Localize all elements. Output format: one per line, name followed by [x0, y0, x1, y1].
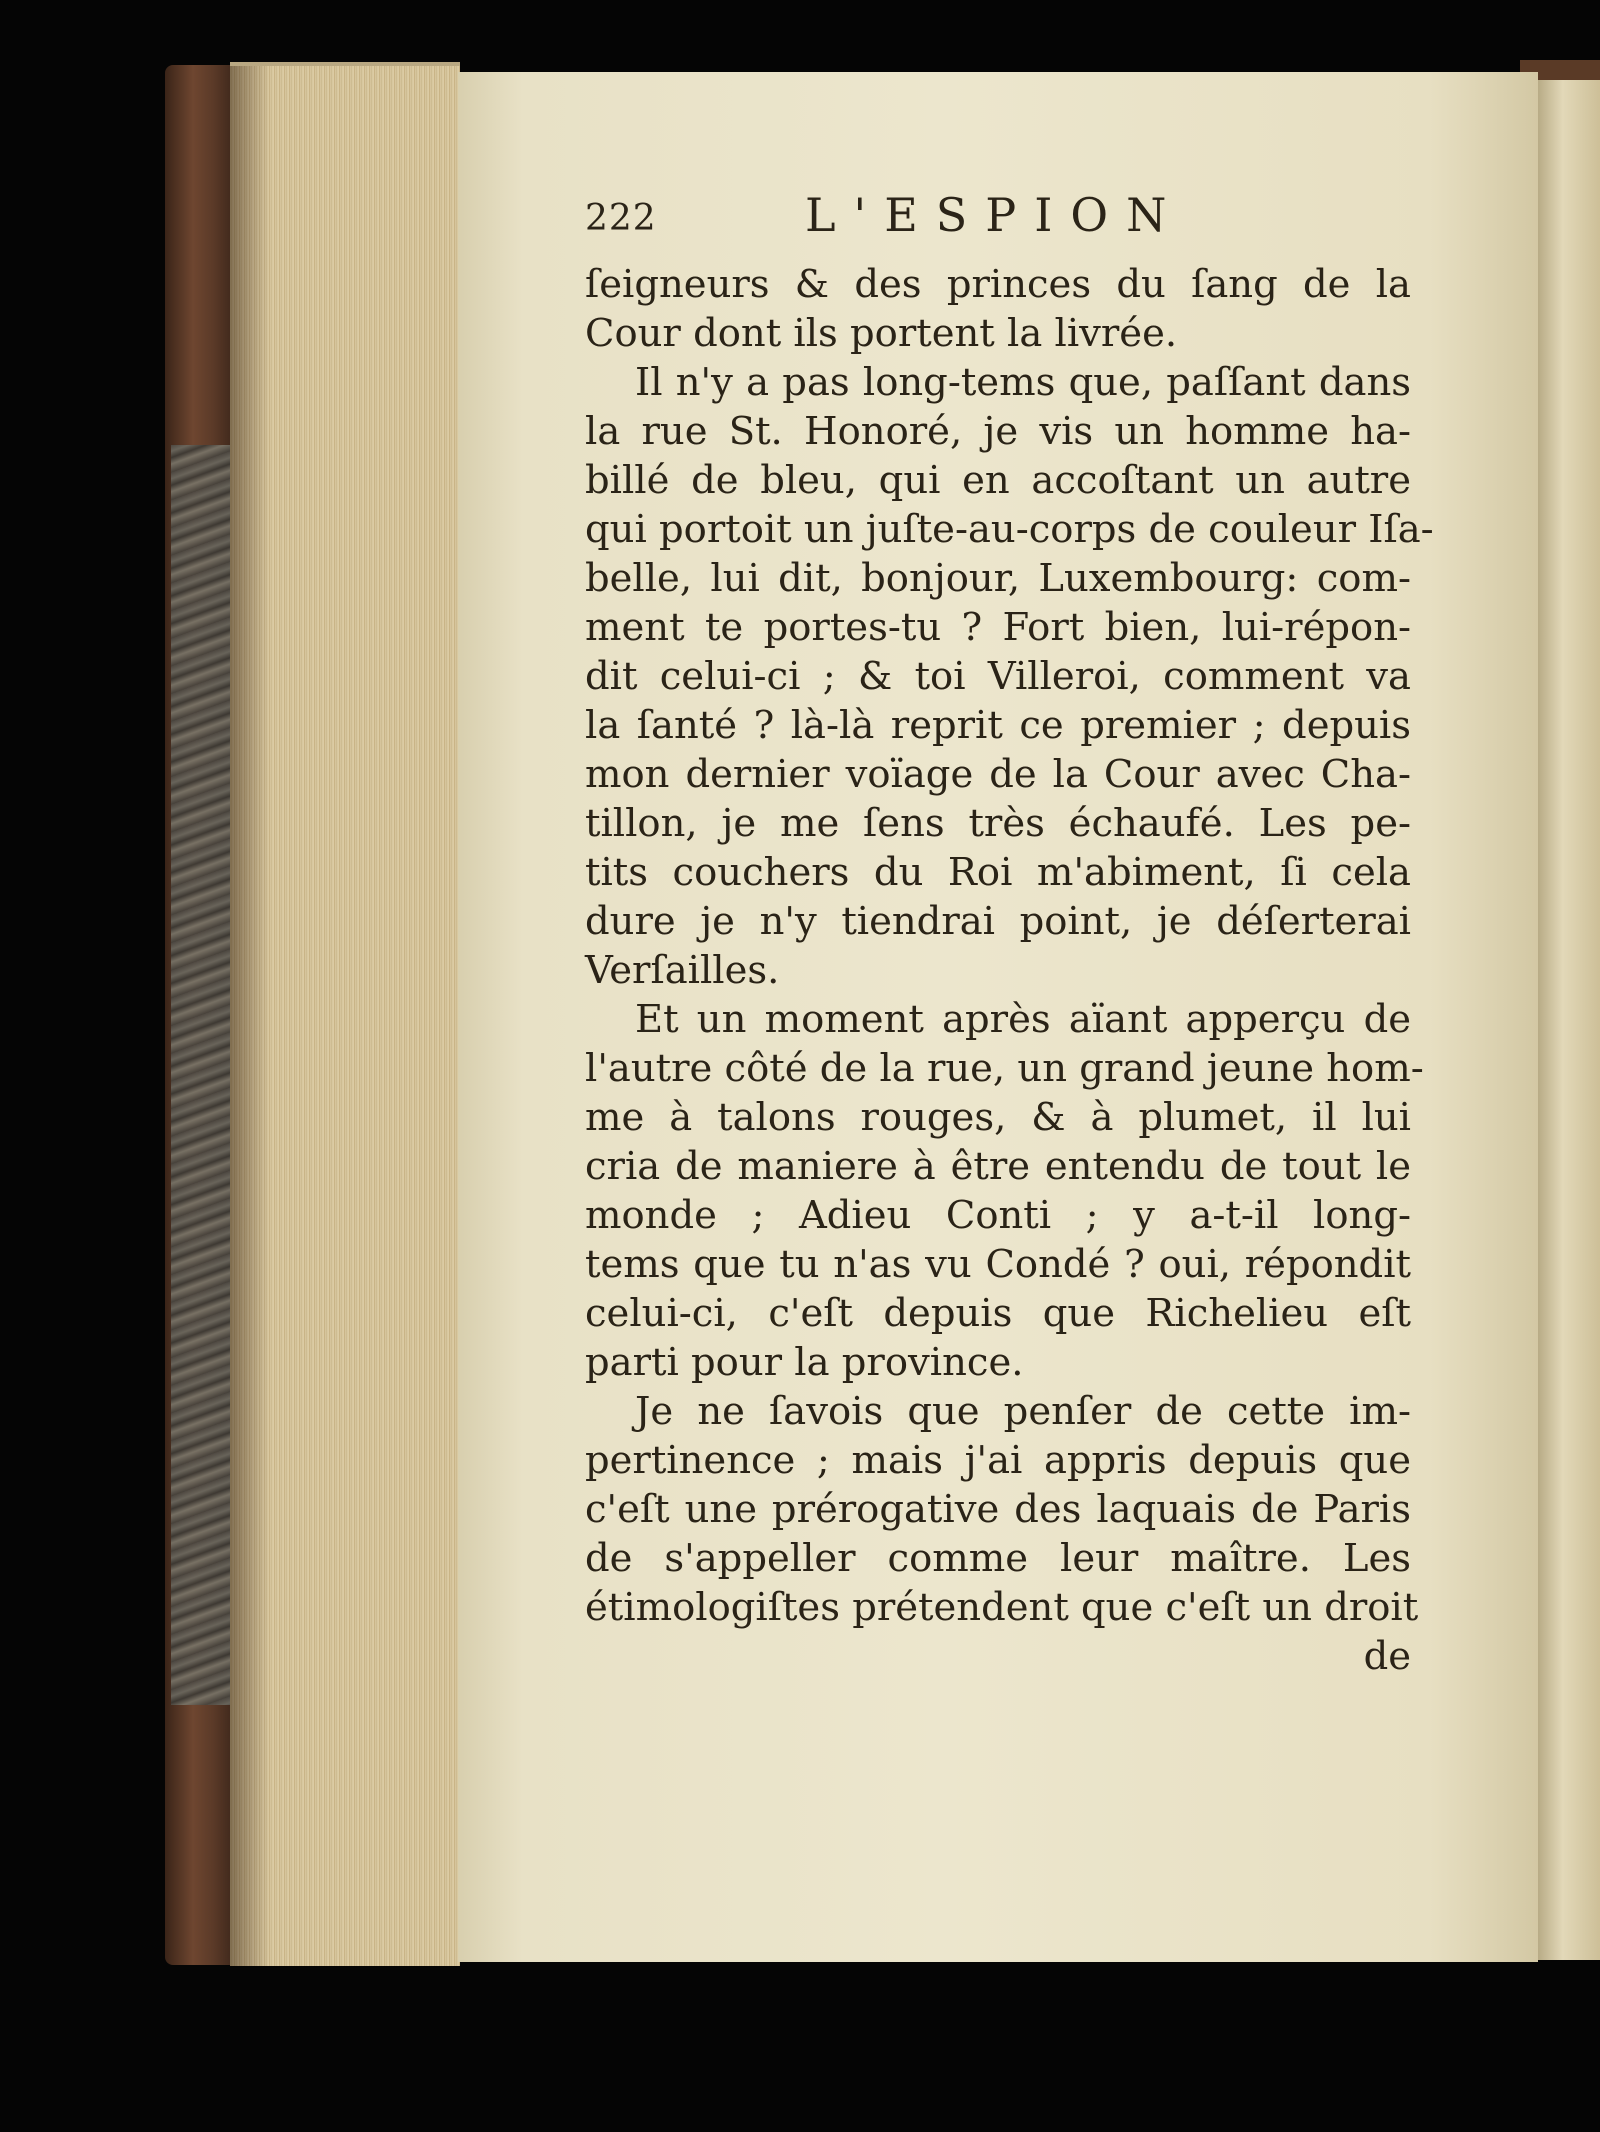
marbled-board — [171, 445, 239, 1705]
text-line: Il n'y a pas long-tems que, paſſant dans — [635, 360, 1411, 405]
text-line: Et un moment après aïant apperçu de — [635, 997, 1411, 1042]
text-line: de s'appeller comme leur maître. Les — [585, 1536, 1411, 1581]
page-edges — [230, 62, 460, 1966]
text-line: ment te portes-tu ? Fort bien, lui-répon- — [585, 605, 1411, 650]
text-line: Cour dont ils portent la livrée. — [585, 311, 1178, 356]
text-line: billé de bleu, qui en accoſtant un autre — [585, 458, 1411, 503]
page-number: 222 — [585, 198, 657, 239]
text-line: monde ; Adieu Conti ; y a-t-il long- — [585, 1193, 1411, 1238]
text-line: la ſanté ? là-là reprit ce premier ; depuis — [585, 703, 1411, 748]
text-line: tillon, je me ſens très échaufé. Les pe- — [585, 801, 1411, 846]
text-line: cria de maniere à être entendu de tout le — [585, 1144, 1411, 1189]
text-line: Je ne ſavois que penſer de cette im- — [635, 1389, 1411, 1434]
text-line: qui portoit un juſte-au-corps de couleur Iſa- — [585, 507, 1434, 552]
text-line: me à talons rouges, & à plumet, il lui — [585, 1095, 1411, 1140]
text-line: dit celui-ci ; & toi Villeroi, comment va — [585, 654, 1411, 699]
text-line: celui-ci, c'eſt depuis que Richelieu eſt — [585, 1291, 1411, 1336]
text-line: Verſailles. — [585, 948, 780, 993]
facing-page-edge — [1538, 80, 1600, 1960]
page-body-text — [585, 260, 1434, 1681]
text-line: belle, lui dit, bonjour, Luxembourg: com- — [585, 556, 1411, 601]
text-line: l'autre côté de la rue, un grand jeune hom- — [585, 1046, 1424, 1091]
text-line: ſeigneurs & des princes du ſang de la — [585, 262, 1411, 307]
text-line: tits couchers du Roi m'abiment, ſi cela — [585, 850, 1411, 895]
text-line: la rue St. Honoré, je vis un homme ha- — [585, 409, 1411, 454]
page-header — [585, 188, 1205, 258]
catchword: de — [1363, 1634, 1411, 1679]
text-line: étimologiſtes prétendent que c'eſt un droit — [585, 1585, 1419, 1630]
running-title: L'ESPION — [805, 188, 1185, 242]
text-line: tems que tu n'as vu Condé ? oui, répondit — [585, 1242, 1411, 1287]
text-line: mon dernier voïage de la Cour avec Cha- — [585, 752, 1411, 797]
text-line: c'eſt une prérogative des laquais de Paris — [585, 1487, 1411, 1532]
text-line: pertinence ; mais j'ai appris depuis que — [585, 1438, 1411, 1483]
text-line: dure je n'y tiendrai point, je déſerterai — [585, 899, 1411, 944]
text-line: parti pour la province. — [585, 1340, 1024, 1385]
